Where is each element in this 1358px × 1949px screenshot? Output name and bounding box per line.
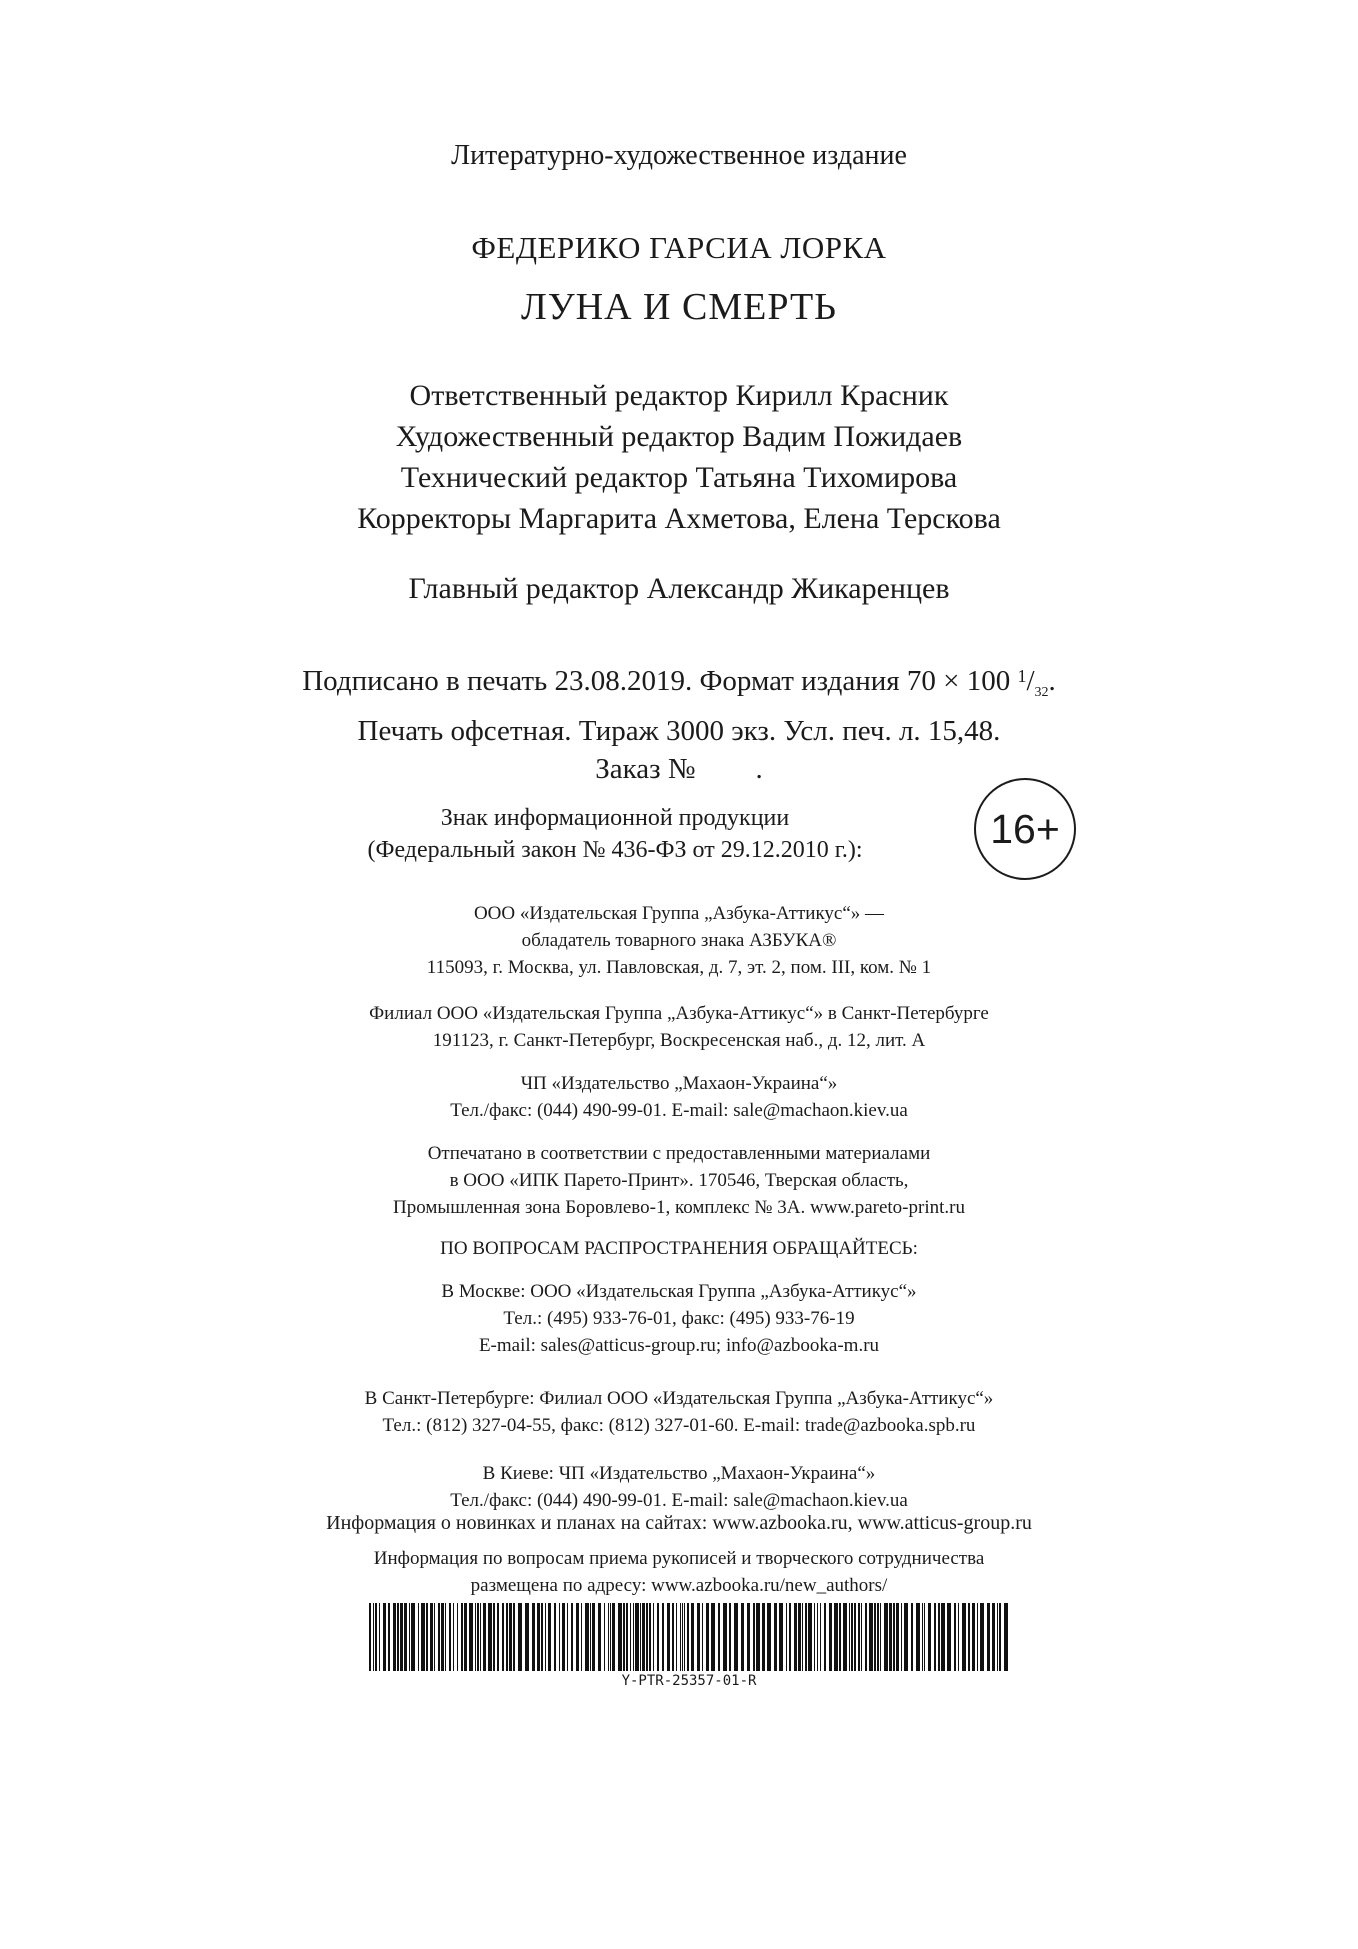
barcode-bar [449,1603,451,1671]
barcode-bar [646,1603,648,1671]
author-name: ФЕДЕРИКО ГАРСИА ЛОРКА [471,230,887,265]
barcode-bar [741,1603,744,1671]
barcode-bar [513,1603,515,1671]
barcode-bar [817,1603,818,1671]
barcode-bar [562,1603,565,1671]
age-rating-badge: 16+ [974,778,1076,880]
barcode-bar [999,1603,1001,1671]
barcode-bar [911,1603,913,1671]
printer-line: в ООО «ИПК Парето-Принт». 170546, Тверская область, [449,1170,909,1191]
barcode-bar [525,1603,529,1671]
print-line-1: Подписано в печать 23.08.2019. Формат издания 70 × 100 $^1/_{32}$. [302,665,1056,700]
barcode-bar [916,1603,920,1671]
barcode-bar [642,1603,645,1671]
barcode-bar [865,1603,867,1671]
barcode-bar [509,1603,512,1671]
barcode-bar [464,1603,467,1671]
barcode-bar [369,1603,371,1671]
barcode-bar [786,1603,787,1671]
order-number: Заказ № [595,753,696,785]
info-sign-line-1: Знак информационной продукции [440,805,790,831]
barcode-bar [977,1603,978,1671]
barcode-bar [379,1603,380,1671]
barcode-bar [968,1603,970,1671]
barcode-bar [373,1603,374,1671]
info-product-sign [300,802,930,866]
barcode-bar [958,1603,959,1671]
barcode-bar [567,1603,568,1671]
spb-contact-block [0,1385,1358,1439]
barcode-bar [729,1603,731,1671]
publisher-line: обладатель товарного знака АЗБУКА® [521,930,837,951]
barcode-bar [477,1603,479,1671]
barcode-bar [548,1603,551,1671]
barcode-bar [987,1603,990,1671]
barcode-bar [506,1603,508,1671]
barcode-bar [623,1603,625,1671]
barcode-bar [635,1603,639,1671]
fraction-numerator: 1 [1017,666,1027,686]
barcode-bar [789,1603,791,1671]
barcode-bar [418,1603,419,1671]
barcode-bar [702,1603,703,1671]
ukraine-publisher-block [0,1070,1358,1124]
barcode-bar [820,1603,821,1671]
barcode-bar [426,1603,428,1671]
contact-line: Тел./факс: (044) 490-99-01. E-mail: sale@machaon.kiev.ua [450,1490,908,1511]
barcode-bar [718,1603,720,1671]
barcode-bar [592,1603,595,1671]
barcode-bar [972,1603,975,1671]
barcode-bar [858,1603,860,1671]
publisher-line: 115093, г. Москва, ул. Павловская, д. 7, эт. 2, пом. III, ком. № 1 [426,957,932,978]
barcode-bar [756,1603,760,1671]
barcode-bar [430,1603,433,1671]
barcode-bar [706,1603,709,1671]
barcode-bar [697,1603,700,1671]
barcode-bar [896,1603,899,1671]
barcode-bar [545,1603,546,1671]
barcode-bar [662,1603,664,1671]
barcode-bar [874,1603,876,1671]
barcode-bar [475,1603,476,1671]
barcode-bar [947,1603,951,1671]
barcode-bar [834,1603,838,1671]
barcode-bar [480,1603,481,1671]
contact-line: Тел.: (495) 933-76-01, факс: (495) 933-76-19 [503,1308,855,1329]
barcode-bar [814,1603,815,1671]
print-info [0,657,1358,788]
barcode-bar [805,1603,807,1671]
barcode-bar [434,1603,435,1671]
barcode-bar [839,1603,841,1671]
barcode-bar [541,1603,543,1671]
contact-line: В Киеве: ЧП «Издательство „Махаон-Украина“» [482,1463,876,1484]
chief-editor: Главный редактор Александр Жикаренцев [408,572,950,605]
barcode-bar [691,1603,694,1671]
barcode-bar [457,1603,458,1671]
barcode-bar [441,1603,444,1671]
barcode-bar [861,1603,862,1671]
barcode-bar [649,1603,651,1671]
barcode-bar [633,1603,634,1671]
publisher-line: ЧП «Издательство „Махаон-Украина“» [520,1073,838,1094]
manuscripts-line: Информация по вопросам приема рукописей и творческого сотрудничества [373,1548,985,1569]
credit-line: Художественный редактор Вадим Пожидаев [395,420,963,453]
barcode-bar [461,1603,463,1671]
publisher-line: Тел./факс: (044) 490-99-01. E-mail: sale@machaon.kiev.ua [450,1100,908,1121]
barcode-bar [502,1603,504,1671]
printer-line: Промышленная зона Боровлево-1, комплекс № 3А. www.pareto-print.ru [393,1197,965,1218]
barcode-bar [747,1603,750,1671]
barcode-bar [608,1603,609,1671]
barcode-bar [682,1603,683,1671]
credits-block [0,375,1358,539]
barcode-bar [854,1603,856,1671]
barcode-bar [901,1603,902,1671]
barcode-bar [889,1603,892,1671]
print-format: Подписано в печать 23.08.2019. Формат издания 70 × 100 [302,665,1011,697]
barcode-bar [808,1603,812,1671]
barcode-bar [723,1603,727,1671]
barcode [367,1603,1011,1671]
barcode-bar [687,1603,689,1671]
barcode-bar [676,1603,677,1671]
barcode-bar [626,1603,628,1671]
barcode-bar [438,1603,440,1671]
barcode-bar [554,1603,556,1671]
barcode-bar [393,1603,396,1671]
barcode-bar [375,1603,377,1671]
barcode-bar [954,1603,956,1671]
barcode-bar [493,1603,495,1671]
contact-line: Тел.: (812) 327-04-55, факс: (812) 327-01-60. E-mail: trade@azbooka.spb.ru [382,1415,976,1436]
barcode-bar [421,1603,425,1671]
barcode-bar [798,1603,801,1671]
contact-line: В Санкт-Петербурге: Филиал ООО «Издательская Группа „Азбука-Аттикус“» [364,1388,994,1409]
barcode-bar [653,1603,654,1671]
barcode-bar [1004,1603,1008,1671]
barcode-bar [532,1603,535,1671]
barcode-bar [411,1603,415,1671]
barcode-bar [612,1603,615,1671]
barcode-bar [928,1603,931,1671]
barcode-bar [610,1603,611,1671]
barcode-bar [657,1603,659,1671]
barcode-bar [400,1603,403,1671]
info-sign-line-2: (Федеральный закон № 436-ФЗ от 29.12.2010 г.): [367,837,863,863]
barcode-bar [684,1603,685,1671]
credit-line: Ответственный редактор Кирилл Красник [409,379,949,412]
barcode-bar [829,1603,832,1671]
barcode-bar [767,1603,771,1671]
barcode-bar [753,1603,755,1671]
publisher-line: ООО «Издательская Группа „Азбука-Аттикус“» — [473,903,885,924]
credit-line: Корректоры Маргарита Ахметова, Елена Терскова [357,502,1001,535]
barcode-bar [802,1603,803,1671]
manuscripts-info [0,1545,1358,1599]
barcode-bar [453,1603,454,1671]
barcode-bar [962,1603,966,1671]
edition-type: Литературно-художественное издание [451,140,907,171]
barcode-bar [537,1603,540,1671]
barcode-bar [938,1603,940,1671]
barcode-bar [672,1603,674,1671]
barcode-bar [851,1603,853,1671]
barcode-text: Y-PTR-25357-01-R [621,1673,757,1689]
barcode-bar [488,1603,492,1671]
barcode-bar [590,1603,591,1671]
barcode-bar [893,1603,895,1671]
printer-block [0,1140,1358,1221]
barcode-bar [997,1603,998,1671]
websites-info: Информация о новинках и планах на сайтах: www.azbooka.ru, www.atticus-group.ru [326,1512,1032,1534]
barcode-bar [824,1603,826,1671]
barcode-bar [598,1603,601,1671]
credit-line: Технический редактор Татьяна Тихомирова [400,461,958,494]
barcode-bar [576,1603,579,1671]
barcode-bar [559,1603,560,1671]
barcode-bar [794,1603,797,1671]
barcode-bar [383,1603,386,1671]
spb-branch-block [0,1000,1358,1054]
barcode-bar [711,1603,715,1671]
distribution-heading: ПО ВОПРОСАМ РАСПРОСТРАНЕНИЯ ОБРАЩАЙТЕСЬ: [440,1238,918,1259]
barcode-bar [404,1603,407,1671]
barcode-bar [518,1603,522,1671]
manuscripts-line: размещена по адресу: www.azbooka.ru/new_authors/ [470,1575,888,1596]
barcode-bar [640,1603,641,1671]
barcode-bar [667,1603,670,1671]
barcode-bar [388,1603,390,1671]
barcode-bar [880,1603,881,1671]
book-title: ЛУНА И СМЕРТЬ [521,286,837,328]
barcode-bar [483,1603,486,1671]
contact-line: E-mail: sales@atticus-group.ru; info@azbooka-m.ru [478,1335,880,1356]
barcode-bar [397,1603,399,1671]
barcode-bar [680,1603,681,1671]
barcode-bar [734,1603,738,1671]
barcode-bar [774,1603,777,1671]
moscow-contact-block [0,1278,1358,1359]
print-line-2: Печать офсетная. Тираж 3000 экз. Усл. печ. л. 15,48. [357,715,1001,747]
barcode-bar [762,1603,765,1671]
barcode-bar [884,1603,888,1671]
barcode-bar [604,1603,605,1671]
barcode-bar [924,1603,925,1671]
barcode-bar [779,1603,783,1671]
kiev-contact-block [0,1460,1358,1514]
barcode-bar [571,1603,573,1671]
publisher-line: 191123, г. Санкт-Петербург, Воскресенская наб., д. 12, лит. А [432,1030,926,1051]
barcode-bar [409,1603,410,1671]
barcode-bar [581,1603,582,1671]
barcode-bar [941,1603,945,1671]
barcode-bar [992,1603,995,1671]
publisher-line: Филиал ООО «Издательская Группа „Азбука-Аттикус“» в Санкт-Петербурге [369,1003,989,1024]
printer-line: Отпечатано в соответствии с предоставленными материалами [427,1143,931,1164]
barcode-bar [922,1603,923,1671]
publisher-block [0,900,1358,981]
contact-line: В Москве: ООО «Издательская Группа „Азбука-Аттикус“» [441,1281,917,1302]
barcode-bar [445,1603,446,1671]
barcode-bar [980,1603,984,1671]
barcode-bar [469,1603,473,1671]
barcode-bar [877,1603,879,1671]
order-line: Заказ № . [595,753,763,785]
barcode-bar [869,1603,873,1671]
barcode-bar [497,1603,499,1671]
barcode-bar [585,1603,589,1671]
barcode-bar [934,1603,936,1671]
fraction-denominator: 32 [1034,685,1049,700]
barcode-bar [630,1603,631,1671]
barcode-bar [843,1603,847,1671]
barcode-bar [904,1603,908,1671]
barcode-bar [849,1603,850,1671]
barcode-bar [618,1603,622,1671]
